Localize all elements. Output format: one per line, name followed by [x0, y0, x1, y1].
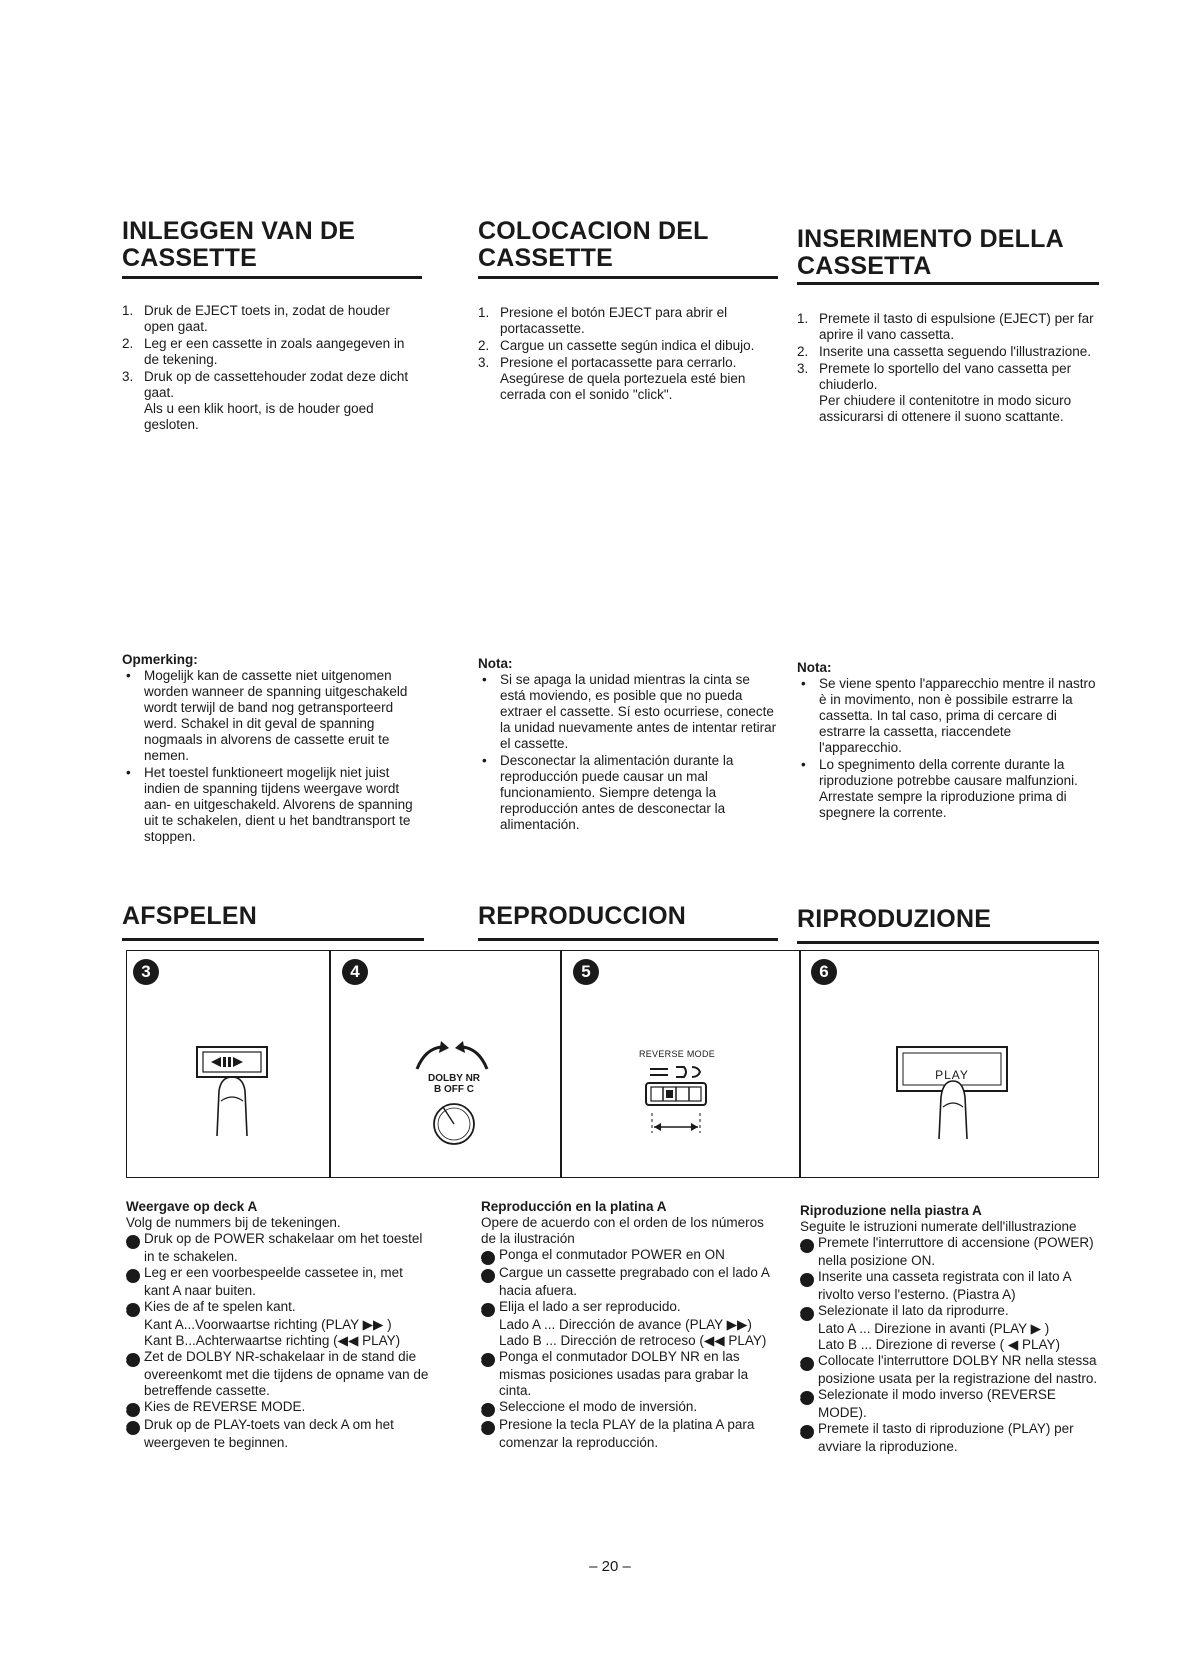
step-text: Druk op de POWER schakelaar om het toestel in te schakelen. — [144, 1231, 423, 1264]
step-text: Kies de af te spelen kant. — [144, 1299, 296, 1314]
step-extra: Asegúrese de quela portezuela esté bien cerrada con el sonido "click". — [500, 371, 746, 402]
section-heading-nl: AFSPELEN — [122, 902, 257, 930]
note-title-es: Nota: — [478, 656, 513, 671]
playback-step-it-3 — [795, 1303, 1100, 1321]
step-text: Leg er een voorbespeelde cassetee in, met kant A naar buiten. — [144, 1265, 403, 1298]
step-it-3 — [797, 361, 1097, 425]
heading-nl-line2: CASSETTE — [122, 244, 257, 272]
step-badge: 1 — [126, 1235, 140, 1249]
panel-number-3: 3 — [133, 959, 159, 985]
step-text: Cargue un cassette pregrabado con el lado A hacia afuera. — [499, 1265, 770, 1298]
step-nl-1 — [122, 303, 422, 335]
playback-intro-nl: Volg de nummers bij de tekeningen. — [126, 1215, 341, 1230]
step-number: 3. — [478, 355, 490, 370]
step-text: Elija el lado a ser reproducido. — [499, 1299, 681, 1314]
step-nl-2 — [122, 336, 422, 368]
playback-step-it-1 — [795, 1235, 1100, 1269]
step-badge: 3 — [800, 1307, 814, 1321]
step-text: Presione el botón EJECT para abrir el portacassette. — [500, 305, 728, 336]
note-title-it: Nota: — [797, 660, 832, 675]
steps-nl — [122, 303, 422, 434]
step-badge: 3 — [481, 1303, 495, 1317]
step-badge: 6 — [800, 1425, 814, 1439]
heading-nl-rule — [122, 276, 422, 279]
play-button-illustration — [887, 1041, 1017, 1141]
playback-step-es-4 — [476, 1349, 781, 1399]
section-heading-it: RIPRODUZIONE — [797, 905, 992, 933]
heading-es-line2: CASSETTE — [478, 244, 613, 272]
step-number: 1. — [797, 311, 809, 326]
step-text: Presione la tecla PLAY de la platina A para comenzar la reproducción. — [499, 1417, 755, 1450]
step-text: Leg er een cassette in zoals aangegeven in de tekening. — [144, 336, 405, 367]
step-it-1 — [797, 311, 1097, 343]
step-number: 3. — [122, 369, 134, 384]
step-text: Selezionate il lato da riprodurre. — [818, 1303, 1009, 1318]
step-badge: 6 — [481, 1421, 495, 1435]
playback-side-a-es: Lado A ... Dirección de avance (PLAY ▶▶) — [499, 1317, 752, 1332]
playback-step-nl-3 — [121, 1299, 431, 1317]
panel-divider — [329, 951, 331, 1177]
playback-step-es-6 — [476, 1417, 781, 1451]
panel-number-6: 6 — [811, 959, 837, 985]
step-it-2 — [797, 344, 1097, 360]
reverse-mode-label: REVERSE MODE — [638, 1049, 716, 1059]
playback-nl — [121, 1199, 431, 1451]
note-es-2: • Desconectar la alimentación durante la reproducción puede causar un mal funcionamiento. Siempre detenga la reproducción antes de desconectar la alimentación. — [478, 753, 778, 833]
playback-intro-it: Seguite le istruzioni numerate dell'illustrazione — [800, 1219, 1077, 1234]
step-badge: 2 — [800, 1273, 814, 1287]
step-badge: 4 — [126, 1353, 140, 1367]
step-extra: Als u een klik hoort, is de houder goed gesloten. — [144, 401, 374, 432]
direction-button-illustration — [177, 1041, 287, 1141]
panel-number-5: 5 — [573, 959, 599, 985]
panel-divider — [560, 951, 562, 1177]
section-rule-it — [797, 941, 1099, 944]
playback-figure — [126, 950, 1099, 1178]
step-badge: 2 — [481, 1269, 495, 1283]
note-it-2: • Lo spegnimento della corrente durante la riproduzione potrebbe causare malfunzioni. Arrestate sempre la riproduzione prima di spegnere la corrente. — [797, 757, 1097, 821]
heading-nl — [122, 218, 442, 272]
steps-it — [797, 311, 1097, 426]
section-rule-nl — [122, 938, 424, 941]
playback-step-nl-1 — [121, 1231, 431, 1265]
heading-it-line1: INSERIMENTO DELLA — [797, 225, 1064, 253]
step-number: 2. — [122, 336, 134, 351]
playback-step-nl-4 — [121, 1349, 431, 1399]
step-text: Collocate l'interruttore DOLBY NR nella stessa posizione usata per la registrazione del nastro. — [818, 1353, 1098, 1386]
playback-it — [795, 1203, 1100, 1455]
step-badge: 6 — [126, 1421, 140, 1435]
playback-title-it: Riproduzione nella piastra A — [800, 1203, 982, 1218]
note-nl-1: • Mogelijk kan de cassette niet uitgenomen worden wanneer de spanning uitgeschakeld wordt terwijl de band nog getransporteerd werd. Schakel in dit geval de spanning nogmaals in alvorens de cassette eruit te nemen. — [122, 668, 424, 764]
note-it-1: • Se viene spento l'apparecchio mentre il nastro è in movimento, non è possibile estrarre la cassetta. In tal caso, prima di cercare di estrarre la cassetta, riaccendete l'apparecchio. — [797, 676, 1097, 756]
notes-nl — [122, 652, 424, 846]
playback-step-es-2 — [476, 1265, 781, 1299]
playback-step-it-6 — [795, 1421, 1100, 1455]
note-title-nl: Opmerking: — [122, 652, 198, 667]
step-number: 2. — [478, 338, 490, 353]
playback-step-it-5 — [795, 1387, 1100, 1421]
step-badge: 1 — [800, 1239, 814, 1253]
heading-nl-line1: INLEGGEN VAN DE — [122, 217, 356, 245]
playback-es — [476, 1199, 781, 1451]
step-number: 1. — [122, 303, 134, 318]
rotate-arrows-icon — [397, 1041, 507, 1073]
step-text: Druk de EJECT toets in, zodat de houder open gaat. — [144, 303, 390, 334]
step-badge: 1 — [481, 1251, 495, 1265]
step-number: 2. — [797, 344, 809, 359]
step-text: Zet de DOLBY NR-schakelaar in de stand die overeenkomt met die tijdens de opname van de betreffende cassette. — [144, 1349, 429, 1398]
panel-number-4: 4 — [342, 959, 368, 985]
heading-es-rule — [478, 276, 778, 279]
step-badge: 5 — [481, 1403, 495, 1417]
playback-step-nl-2 — [121, 1265, 431, 1299]
playback-title-es: Reproducción en la platina A — [481, 1199, 667, 1214]
playback-intro-es: Opere de acuerdo con el orden de los números de la ilustración — [481, 1215, 764, 1246]
playback-step-it-2 — [795, 1269, 1100, 1303]
step-text: Selezionate il modo inverso (REVERSE MODE). — [818, 1387, 1056, 1420]
playback-side-b-it: Lato B ... Direzione di reverse ( ◀ PLAY) — [818, 1337, 1060, 1352]
step-text: Kies de REVERSE MODE. — [144, 1399, 306, 1414]
section-rule-es — [478, 938, 778, 941]
step-badge: 5 — [126, 1403, 140, 1417]
heading-es — [478, 218, 778, 272]
step-text: Ponga el conmutador DOLBY NR en las mismas posiciones usadas para grabar la cinta. — [499, 1349, 749, 1398]
step-badge: 4 — [800, 1357, 814, 1371]
step-badge: 4 — [481, 1353, 495, 1367]
step-text: Premete lo sportello del vano cassetta per chiuderlo. — [819, 361, 1072, 392]
step-badge: 3 — [126, 1303, 140, 1317]
heading-it-rule — [797, 282, 1099, 285]
step-text: Premete il tasto di riproduzione (PLAY) per avviare la riproduzione. — [818, 1421, 1074, 1454]
playback-step-es-5 — [476, 1399, 781, 1417]
step-extra: Per chiudere il contenitotre in modo sicuro assicurarsi di ottenere il suono scattante. — [819, 393, 1072, 424]
playback-step-it-4 — [795, 1353, 1100, 1387]
panel-divider — [799, 951, 801, 1177]
note-es-1: • Si se apaga la unidad mientras la cinta se está moviendo, es posible que no pueda extraer el cassette. Sí esto ocurriese, conecte la unidad nuevamente antes de intentar retirar el cassette. — [478, 672, 778, 752]
playback-step-es-1 — [476, 1247, 781, 1265]
playback-step-nl-6 — [121, 1417, 431, 1451]
heading-es-line1: COLOCACION DEL — [478, 217, 709, 245]
step-text: Druk op de PLAY-toets van deck A om het weergeven te beginnen. — [144, 1417, 394, 1450]
playback-side-b-nl: Kant B...Achterwaartse richting (◀◀ PLAY) — [144, 1333, 401, 1348]
playback-side-a-nl: Kant A...Voorwaartse richting (PLAY ▶▶ ) — [144, 1317, 392, 1332]
heading-it-line2: CASSETTA — [797, 252, 932, 280]
steps-es — [478, 305, 776, 404]
heading-it — [797, 226, 1127, 280]
step-text: Inserite una casseta registrata con il lato A rivolto verso l'esterno. (Piastra A) — [818, 1269, 1071, 1302]
step-text: Ponga el conmutador POWER en ON — [499, 1247, 725, 1262]
dolby-switch-label — [409, 1073, 499, 1095]
step-es-2 — [478, 338, 776, 354]
notes-es — [478, 656, 778, 834]
playback-step-es-3 — [476, 1299, 781, 1317]
dolby-knob-icon — [429, 1099, 479, 1149]
step-es-1 — [478, 305, 776, 337]
section-heading-es: REPRODUCCION — [478, 902, 686, 930]
playback-title-nl: Weergave op deck A — [126, 1199, 258, 1214]
notes-it — [797, 660, 1097, 822]
step-text: Seleccione el modo de inversión. — [499, 1399, 698, 1414]
dolby-label: DOLBY NR — [427, 1073, 481, 1084]
dolby-positions: B OFF C — [434, 1084, 474, 1095]
step-number: 1. — [478, 305, 490, 320]
step-text: Druk op de cassettehouder zodat deze dicht gaat. — [144, 369, 409, 400]
playback-side-b-es: Lado B ... Dirección de retroceso (◀◀ PLAY) — [499, 1333, 767, 1348]
step-badge: 2 — [126, 1269, 140, 1283]
step-text: Cargue un cassette según indica el dibujo. — [500, 338, 755, 353]
note-nl-2: • Het toestel funktioneert mogelijk niet juist indien de spanning tijdens weergave wordt aan- en uitgeschakeld. Alvorens de spanning uit te schakelen, dient u het bandtransport te stoppen. — [122, 765, 424, 845]
step-text: Premete il tasto di espulsione (EJECT) per far aprire il vano cassetta. — [819, 311, 1094, 342]
step-badge: 5 — [800, 1391, 814, 1405]
step-number: 3. — [797, 361, 809, 376]
reverse-mode-switch-icon — [632, 1061, 722, 1141]
playback-side-a-it: Lato A ... Direzione in avanti (PLAY ▶ ) — [818, 1321, 1050, 1336]
page-number: – 20 – — [589, 1558, 631, 1575]
play-label: PLAY — [935, 1068, 969, 1082]
step-es-3 — [478, 355, 776, 403]
step-text: Premete l'interruttore di accensione (POWER) nella posizione ON. — [818, 1235, 1094, 1268]
playback-step-nl-5 — [121, 1399, 431, 1417]
step-text: Presione el portacassette para cerrarlo. — [500, 355, 737, 370]
step-text: Inserite una cassetta seguendo l'illustrazione. — [819, 344, 1091, 359]
step-nl-3 — [122, 369, 422, 433]
